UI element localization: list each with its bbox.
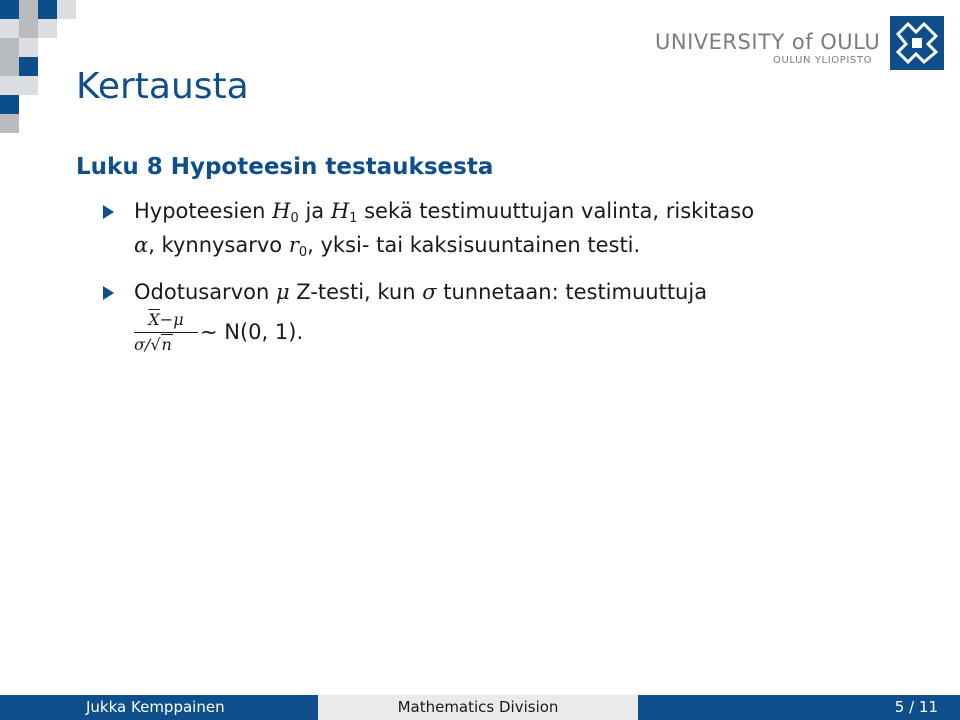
text: ja [298,199,331,223]
bullet-marker-icon [103,286,114,300]
footer-author [0,695,318,720]
page-number: 5 / 11 [894,698,938,716]
symbol: H [272,199,291,223]
math-h0 [272,199,299,226]
math-r0 [288,233,308,260]
sigma-slash: σ/ [134,335,151,354]
text: Z-testi, kun [289,280,423,304]
author-name: Jukka Kemppainen [86,698,225,716]
text: Hypoteesien [134,199,273,223]
section-heading: Luku 8 Hypoteesin testauksesta [76,154,494,180]
fraction-denominator [134,335,198,355]
math-h1 [330,199,358,226]
subscript: 0 [298,245,308,260]
test-statistic-fraction [134,310,198,355]
distribution-text: ∼ N(0, 1). [200,320,304,344]
footer [0,695,960,720]
minus-mu: −μ [159,310,184,329]
subscript: 0 [290,211,299,226]
text: , kynnysarvo [148,233,289,257]
fraction-numerator [134,310,198,330]
text: Odotusarvon [134,280,276,304]
text: , yksi- tai kaksisuuntainen testi. [307,233,641,257]
text: tunnetaan: testimuuttuja [436,280,708,304]
math-sigma: σ [422,280,437,304]
symbol: H [330,199,350,223]
math-mu: μ [275,280,290,304]
footer-institute: Mathematics Division [318,695,638,720]
math-alpha: α [134,233,149,257]
university-emblem-icon [890,16,944,70]
sqrt-n: n [161,335,172,354]
bullet-1-line-2 [134,233,640,260]
frame-title: Kertausta [76,66,249,107]
bullet-1-line-1 [134,199,754,226]
footer-page-number [638,695,960,720]
fraction-bar [134,332,198,333]
sqrt-icon: √ [150,335,161,354]
symbol: r [288,233,299,257]
university-name-fi: OULUN YLIOPISTO [773,55,873,66]
subscript: 1 [349,211,358,226]
bullet-2-line-1 [134,280,707,304]
text: sekä testimuuttujan valinta, riskitaso [357,199,755,223]
x-bar: $\overline{X}$ [148,310,160,329]
university-name: UNIVERSITY of OULU [655,30,881,54]
bullet-marker-icon [103,205,114,219]
